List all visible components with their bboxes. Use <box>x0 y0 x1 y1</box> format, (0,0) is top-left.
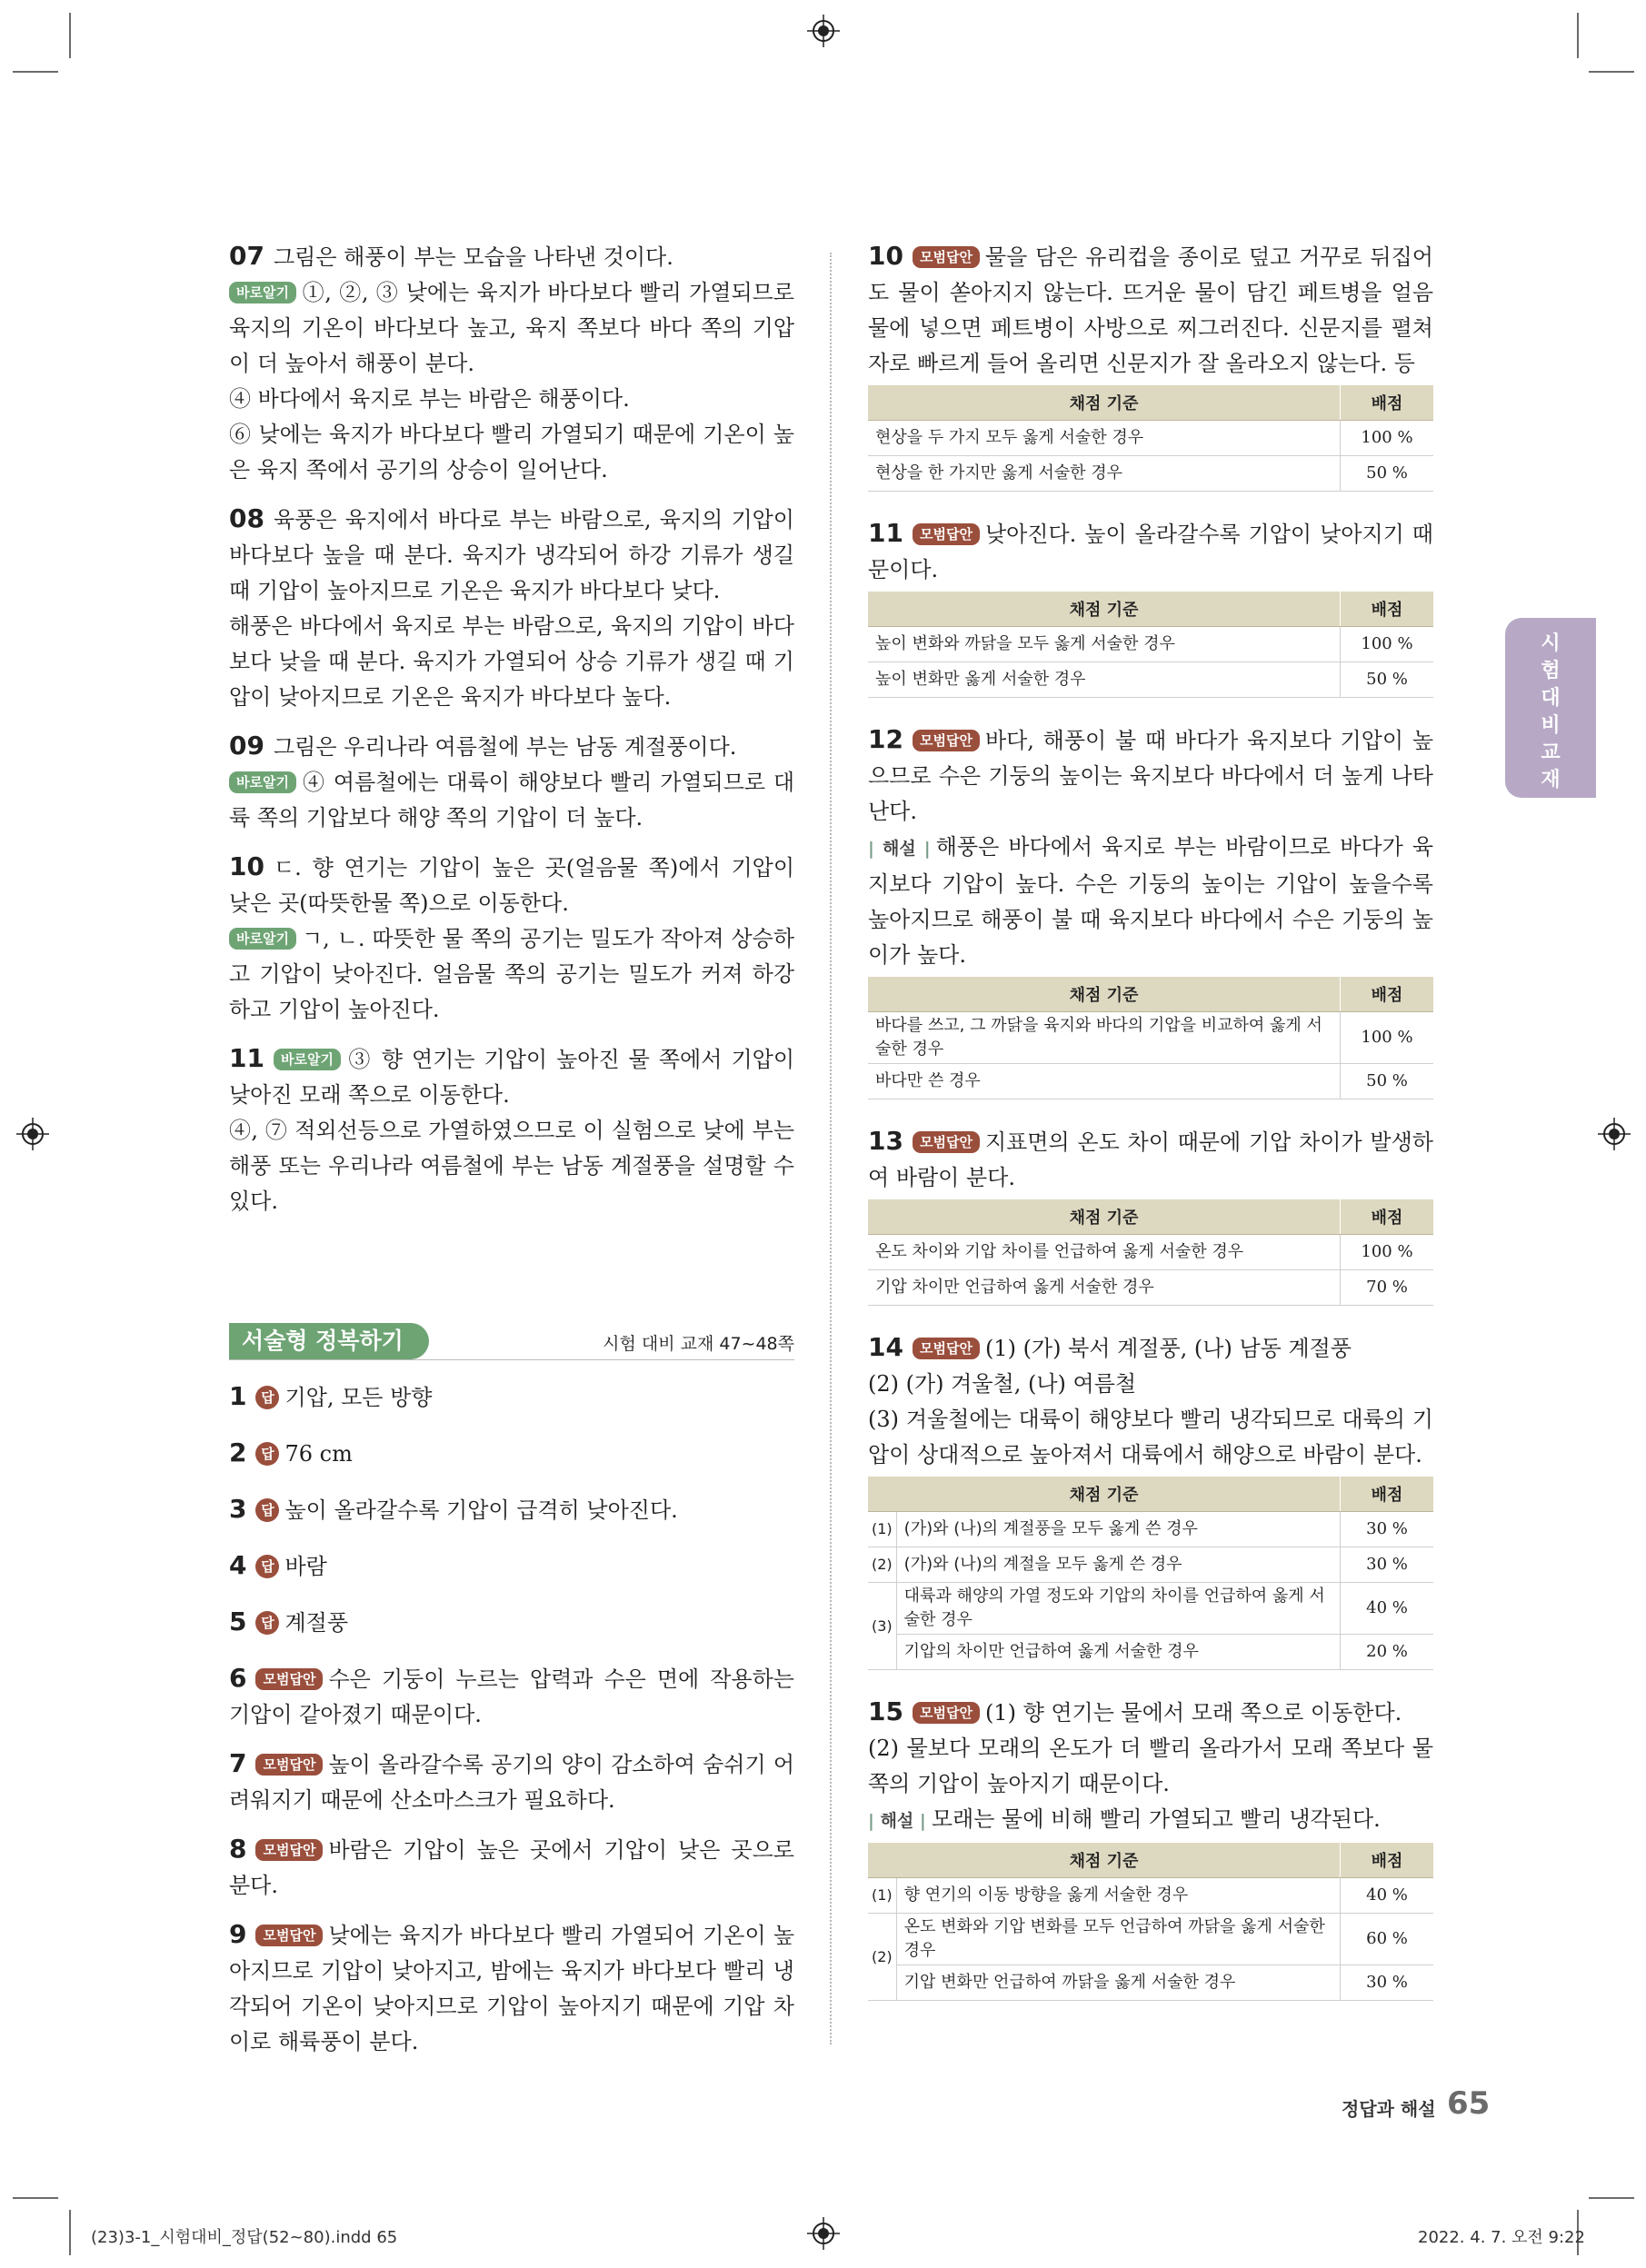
answer-text: 기압, 모든 방향 <box>284 1385 433 1410</box>
table-row <box>868 421 1433 456</box>
question-number: 3 <box>229 1494 247 1524</box>
answer-text: 낮아진다. 높이 올라갈수록 기압이 낮아지기 때문이다. <box>868 522 1433 582</box>
question-text: 그림은 해풍이 부는 모습을 나타낸 것이다. <box>273 244 673 270</box>
points-cell: 50 % <box>1341 1064 1434 1099</box>
short-answer-4 <box>229 1547 794 1585</box>
short-answer-2 <box>229 1435 794 1472</box>
points-cell: 50 % <box>1341 456 1434 492</box>
criteria-cell: 현상을 한 가지만 옳게 서술한 경우 <box>868 456 1341 492</box>
correction-tag: 바로알기 <box>229 928 296 950</box>
points-cell: 100 % <box>1341 1012 1434 1064</box>
answer-text: ①, ②, ③ 낮에는 육지가 바다보다 빨리 가열되므로 육지의 기온이 바다보다 높고, 육지 쪽보다 바다 쪽의 기압이 더 높아서 해풍이 분다. <box>229 280 794 376</box>
column-divider <box>830 253 833 2044</box>
criteria-cell: 바다를 쓰고, 그 까닭을 육지와 바다의 기압을 비교하여 옳게 서술한 경우 <box>868 1012 1341 1064</box>
points-header: 배점 <box>1341 977 1434 1012</box>
question-10 <box>229 849 794 1028</box>
model-answer-tag: 모범답안 <box>913 1131 980 1153</box>
criteria-header: 채점 기준 <box>868 1843 1341 1878</box>
model-answer-tag: 모범답안 <box>913 523 980 545</box>
answer-text: 낮에는 육지가 바다보다 빨리 가열되어 기온이 높아지므로 기압이 낮아지고, 밤에는 육지가 바다보다 빨리 냉각되어 기온이 낮아지므로 기압이 높아지기 때문에 기압 차이로 해륙풍이 분다. <box>229 1923 794 2054</box>
points-cell: 60 % <box>1341 1914 1434 1965</box>
short-answer-5 <box>229 1604 794 1641</box>
question-number: 6 <box>229 1663 247 1693</box>
answer-tag: 답 <box>255 1386 279 1409</box>
short-answer-8 <box>229 1831 794 1904</box>
model-answer-tag: 모범답안 <box>913 730 980 751</box>
short-answer-3 <box>229 1491 794 1528</box>
correction-tag: 바로알기 <box>229 282 296 303</box>
question-number: 11 <box>868 518 903 548</box>
answer-text: ㄷ. 향 연기는 기압이 높은 곳(얼음물 쪽)에서 기압이 낮은 곳(따뜻한물 쪽)으로 이동한다. <box>229 855 794 916</box>
criteria-header: 채점 기준 <box>868 977 1341 1012</box>
table-row <box>868 456 1433 492</box>
question-number: 09 <box>229 731 264 761</box>
side-tab-char: 비 <box>1541 714 1561 737</box>
criteria-cell: 높이 변화와 까닭을 모두 옳게 서술한 경우 <box>868 627 1341 662</box>
points-cell: 100 % <box>1341 421 1434 456</box>
points-header: 배점 <box>1341 385 1434 421</box>
points-cell: 20 % <box>1341 1635 1434 1670</box>
criteria-cell: 향 연기의 이동 방향을 옳게 서술한 경우 <box>896 1878 1340 1914</box>
points-header: 배점 <box>1341 1843 1434 1878</box>
question-number: 14 <box>868 1332 903 1362</box>
question-number: 9 <box>229 1919 247 1949</box>
explanation-label: | 해설 | <box>868 839 931 859</box>
side-tab-char: 재 <box>1541 769 1561 791</box>
model-answer-tag: 모범답안 <box>913 246 980 268</box>
answer-text: ⑥ 낮에는 육지가 바다보다 빨리 가열되기 때문에 기온이 높은 육지 쪽에서 공기의 상승이 일어난다. <box>229 422 794 482</box>
answer-tag: 답 <box>255 1442 279 1466</box>
model-answer-tag: 모범답안 <box>255 1754 323 1776</box>
explanation-text: 해풍은 바다에서 육지로 부는 바람이므로 바다가 육지보다 기압이 높다. 수은 기둥의 높이는 기압이 높을수록 높아지므로 해풍이 불 때 육지보다 바다에서 수은 기둥의 높이가 높다. <box>868 834 1433 968</box>
registration-mark-icon <box>807 15 840 47</box>
question-number: 1 <box>229 1381 247 1411</box>
answer-text: (3) 겨울철에는 대륙이 해양보다 빨리 냉각되므로 대륙의 기압이 상대적으로 높아져서 대륙에서 해양으로 바람이 분다. <box>868 1407 1433 1467</box>
answer-text: ㄱ, ㄴ. 따뜻한 물 쪽의 공기는 밀도가 작아져 상승하고 기압이 낮아진다. 얼음물 쪽의 공기는 밀도가 커져 하강하고 기압이 높아진다. <box>229 926 794 1022</box>
sub-item-cell: (3) <box>868 1583 896 1670</box>
answer-text: 76 cm <box>284 1441 353 1467</box>
criteria-header: 채점 기준 <box>868 385 1341 421</box>
answer-text: (1) 향 연기는 물에서 모래 쪽으로 이동한다. <box>984 1700 1402 1726</box>
table-row <box>868 1512 1433 1547</box>
answer-tag: 답 <box>255 1611 279 1635</box>
question-number: 8 <box>229 1834 247 1864</box>
answer-text: (1) (가) 북서 계절풍, (나) 남동 계절풍 <box>984 1336 1352 1361</box>
table-row <box>868 1583 1433 1635</box>
points-cell: 70 % <box>1341 1270 1434 1306</box>
question-number: 7 <box>229 1748 247 1778</box>
criteria-cell: 온도 차이와 기압 차이를 언급하여 옳게 서술한 경우 <box>868 1235 1341 1270</box>
sub-item-cell: (1) <box>868 1878 896 1914</box>
question-number: 11 <box>229 1043 264 1073</box>
question-11-essay <box>868 515 1433 588</box>
points-cell: 30 % <box>1341 1547 1434 1583</box>
question-number: 08 <box>229 503 264 533</box>
page-number: 65 <box>1447 2085 1491 2122</box>
scoring-table <box>868 1843 1433 2001</box>
crop-mark <box>1577 13 1579 58</box>
answer-text: 바람 <box>284 1554 327 1579</box>
answer-text: 수은 기둥이 누르는 압력과 수은 면에 작용하는 기압이 같아졌기 때문이다. <box>229 1666 794 1727</box>
explanation-tag: 해설 <box>883 839 916 859</box>
table-row <box>868 662 1433 698</box>
question-15-essay <box>868 1694 1433 1839</box>
question-number: 13 <box>868 1126 903 1156</box>
points-cell: 50 % <box>1341 662 1434 698</box>
table-row <box>868 1235 1433 1270</box>
answer-text: 높이 올라갈수록 기압이 급격히 낮아진다. <box>284 1497 678 1523</box>
question-11 <box>229 1040 794 1219</box>
side-tab-char: 교 <box>1541 741 1561 764</box>
crop-mark <box>1589 2197 1634 2199</box>
scoring-table <box>868 977 1433 1099</box>
registration-mark-icon <box>16 1118 49 1150</box>
points-cell: 30 % <box>1341 1965 1434 2001</box>
answer-text: (2) (가) 겨울철, (나) 여름철 <box>868 1371 1137 1397</box>
model-answer-tag: 모범답안 <box>255 1668 323 1690</box>
answer-text: 계절풍 <box>284 1610 349 1636</box>
question-number: 2 <box>229 1437 247 1467</box>
crop-mark <box>13 71 58 73</box>
points-cell: 30 % <box>1341 1512 1434 1547</box>
question-14-essay <box>868 1329 1433 1473</box>
crop-mark <box>1589 71 1634 73</box>
section-title: 서술형 정복하기 <box>229 1323 429 1359</box>
table-row <box>868 1270 1433 1306</box>
model-answer-tag: 모범답안 <box>913 1702 980 1724</box>
crop-mark <box>69 2210 71 2255</box>
side-tab-char: 시 <box>1541 632 1561 655</box>
question-number: 07 <box>229 241 264 271</box>
answer-text: ④ 여름철에는 대륙이 해양보다 빨리 가열되므로 대륙 쪽의 기압보다 해양 쪽의 기압이 더 높다. <box>229 770 794 831</box>
model-answer-tag: 모범답안 <box>255 1839 323 1861</box>
sub-item-cell: (2) <box>868 1914 896 2001</box>
scoring-table <box>868 592 1433 698</box>
criteria-cell: 온도 변화와 기압 변화를 모두 언급하여 까닭을 옳게 서술한 경우 <box>896 1914 1340 1965</box>
criteria-cell: 높이 변화만 옳게 서술한 경우 <box>868 662 1341 698</box>
table-row <box>868 627 1433 662</box>
explanation-label: | 해설 | <box>868 1811 926 1831</box>
model-answer-tag: 모범답안 <box>913 1338 980 1359</box>
question-number: 4 <box>229 1550 247 1580</box>
question-number: 10 <box>868 241 903 271</box>
table-row <box>868 1914 1433 1965</box>
crop-mark <box>13 2197 58 2199</box>
section-reference: 시험 대비 교재 47~48쪽 <box>603 1334 794 1354</box>
criteria-cell: 현상을 두 가지 모두 옳게 서술한 경우 <box>868 421 1341 456</box>
explanation-tag: 해설 <box>880 1811 914 1831</box>
slug-date: 2022. 4. 7. 오전 9:22 <box>1418 2228 1585 2247</box>
correction-tag: 바로알기 <box>229 771 296 793</box>
scoring-table <box>868 1477 1433 1670</box>
table-row <box>868 1635 1433 1670</box>
answer-text: 바람은 기압이 높은 곳에서 기압이 낮은 곳으로 분다. <box>229 1837 794 1898</box>
answer-text: 해풍은 바다에서 육지로 부는 바람으로, 육지의 기압이 바다보다 낮을 때 분다. 육지가 가열되어 상승 기류가 생길 때 기압이 낮아지므로 기온은 육지가 바다보다 높다. <box>229 613 794 710</box>
short-answer-1 <box>229 1378 794 1416</box>
explanation-text: 모래는 물에 비해 빨리 가열되고 빨리 냉각된다. <box>931 1806 1381 1832</box>
answer-text: 높이 올라갈수록 공기의 양이 감소하여 숨쉬기 어려워지기 때문에 산소마스크가 필요하다. <box>229 1752 794 1813</box>
side-tab <box>1505 618 1596 798</box>
question-text: 그림은 우리나라 여름철에 부는 남동 계절풍이다. <box>273 734 737 760</box>
right-column <box>868 238 1433 2024</box>
question-07 <box>229 238 794 488</box>
table-row <box>868 1547 1433 1583</box>
section-header <box>229 1323 794 1360</box>
side-tab-char: 험 <box>1541 660 1561 682</box>
answer-tag: 답 <box>255 1498 279 1522</box>
short-answer-7 <box>229 1746 794 1818</box>
answer-text: 지표면의 온도 차이 때문에 기압 차이가 발생하여 바람이 분다. <box>868 1129 1433 1190</box>
table-row <box>868 1064 1433 1099</box>
points-header: 배점 <box>1341 1477 1434 1512</box>
answer-text: 물을 담은 유리컵을 종이로 덮고 거꾸로 뒤집어도 물이 쏟아지지 않는다. 뜨거운 물이 담긴 페트병을 얼음물에 넣으면 페트병이 사방으로 찌그러진다. 신문지를 펼쳐 자로 빠르게 들어 올리면 신문지가 잘 올라오지 않는다. 등 <box>868 244 1433 376</box>
side-tab-char: 대 <box>1541 687 1561 710</box>
left-column <box>229 238 794 2073</box>
question-12-essay <box>868 721 1433 973</box>
short-answer-6 <box>229 1660 794 1733</box>
criteria-cell: 기압 변화만 언급하여 까닭을 옳게 서술한 경우 <box>896 1965 1340 2001</box>
answer-text: 바다, 해풍이 불 때 바다가 육지보다 기압이 높으므로 수은 기둥의 높이는 육지보다 바다에서 더 높게 나타난다. <box>868 728 1433 824</box>
answer-text: ③ 향 연기는 기압이 높아진 물 쪽에서 기압이 낮아진 모래 쪽으로 이동한다. <box>229 1047 794 1108</box>
question-10-essay <box>868 238 1433 382</box>
answer-text: ④ 바다에서 육지로 부는 바람은 해풍이다. <box>229 386 630 412</box>
criteria-cell: 기압의 차이만 언급하여 옳게 서술한 경우 <box>896 1635 1340 1670</box>
points-header: 배점 <box>1341 592 1434 627</box>
sub-item-cell: (1) <box>868 1512 896 1547</box>
sub-item-cell: (2) <box>868 1547 896 1583</box>
slug-file: (23)3-1_시험대비_정답(52~80).indd 65 <box>91 2228 398 2247</box>
registration-mark-icon <box>807 2217 840 2250</box>
question-08 <box>229 501 794 715</box>
question-number: 12 <box>868 724 903 754</box>
short-answer-9 <box>229 1916 794 2060</box>
criteria-cell: 대륙과 해양의 가열 정도와 기압의 차이를 언급하여 옳게 서술한 경우 <box>896 1583 1340 1635</box>
criteria-cell: 기압 차이만 언급하여 옳게 서술한 경우 <box>868 1270 1341 1306</box>
model-answer-tag: 모범답안 <box>255 1925 323 1946</box>
criteria-cell: (가)와 (나)의 계절풍을 모두 옳게 쓴 경우 <box>896 1512 1340 1547</box>
scoring-table <box>868 385 1433 492</box>
answer-text: 육풍은 육지에서 바다로 부는 바람으로, 육지의 기압이 바다보다 높을 때 분다. 육지가 냉각되어 하강 기류가 생길 때 기압이 높아지므로 기온은 육지가 바다보다 낮다. <box>229 507 794 603</box>
table-row <box>868 1878 1433 1914</box>
question-number: 15 <box>868 1696 903 1726</box>
criteria-cell: 바다만 쓴 경우 <box>868 1064 1341 1099</box>
points-cell: 100 % <box>1341 627 1434 662</box>
criteria-header: 채점 기준 <box>868 1477 1341 1512</box>
points-cell: 100 % <box>1341 1235 1434 1270</box>
registration-mark-icon <box>1598 1118 1631 1150</box>
points-cell: 40 % <box>1341 1583 1434 1635</box>
crop-mark <box>69 13 71 58</box>
criteria-cell: (가)와 (나)의 계절을 모두 옳게 쓴 경우 <box>896 1547 1340 1583</box>
criteria-header: 채점 기준 <box>868 1199 1341 1235</box>
question-09 <box>229 728 794 836</box>
scoring-table <box>868 1199 1433 1306</box>
points-cell: 40 % <box>1341 1878 1434 1914</box>
table-row <box>868 1965 1433 2001</box>
correction-tag: 바로알기 <box>274 1049 341 1070</box>
question-number: 5 <box>229 1606 247 1636</box>
criteria-header: 채점 기준 <box>868 592 1341 627</box>
answer-text: ④, ⑦ 적외선등으로 가열하였으므로 이 실험으로 낮에 부는 해풍 또는 우리나라 여름철에 부는 남동 계절풍을 설명할 수 있다. <box>229 1118 794 1214</box>
answer-text: (2) 물보다 모래의 온도가 더 빨리 올라가서 모래 쪽보다 물 쪽의 기압이 높아지기 때문이다. <box>868 1736 1433 1796</box>
table-row <box>868 1012 1433 1064</box>
question-number: 10 <box>229 851 264 881</box>
question-13-essay <box>868 1123 1433 1196</box>
points-header: 배점 <box>1341 1199 1434 1235</box>
answer-tag: 답 <box>255 1555 279 1578</box>
footer-label: 정답과 해설 <box>1342 2098 1436 2120</box>
